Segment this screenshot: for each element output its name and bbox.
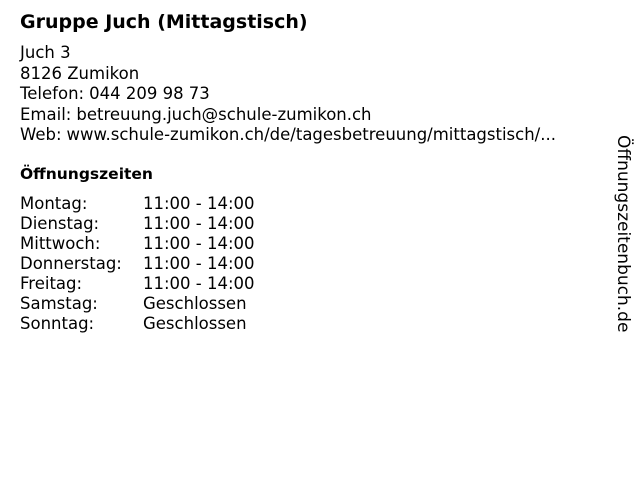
day-label: Mittwoch:	[20, 234, 101, 253]
street-address: Juch 3	[20, 43, 71, 62]
day-label: Samstag:	[20, 294, 98, 313]
day-hours: 11:00 - 14:00	[143, 234, 255, 253]
email-label: Email:	[20, 104, 72, 124]
phone-label: Telefon:	[20, 84, 85, 103]
day-label: Montag:	[20, 194, 88, 213]
city-address: 8126 Zumikon	[20, 63, 140, 83]
contact-block	[20, 43, 556, 146]
opening-hours-table	[20, 194, 255, 334]
web-label: Web:	[20, 125, 62, 144]
day-label: Freitag:	[20, 274, 83, 293]
phone-number[interactable]: 044 209 98 73	[89, 84, 210, 103]
day-hours: Geschlossen	[143, 314, 247, 333]
opening-hours-heading: Öffnungszeiten	[20, 165, 153, 183]
day-label: Dienstag:	[20, 214, 100, 233]
brand-watermark: Öffnungszeitenbuch.de	[613, 135, 633, 333]
email-line	[20, 105, 556, 126]
hours-row-wednesday	[20, 234, 255, 254]
phone-line	[20, 84, 556, 105]
day-hours: 11:00 - 14:00	[143, 214, 255, 233]
web-link[interactable]: www.schule-zumikon.ch/de/tagesbetreuung/mittagstisch/...	[66, 125, 556, 144]
day-label: Sonntag:	[20, 314, 95, 333]
day-hours: 11:00 - 14:00	[143, 194, 255, 213]
email-link[interactable]: betreuung.juch@schule-zumikon.ch	[76, 104, 372, 124]
day-hours: 11:00 - 14:00	[143, 274, 255, 293]
hours-row-tuesday	[20, 214, 255, 234]
day-label: Donnerstag:	[20, 254, 122, 273]
business-title: Gruppe Juch (Mittagstisch)	[20, 11, 308, 33]
hours-row-monday	[20, 194, 255, 214]
day-hours: 11:00 - 14:00	[143, 254, 255, 273]
web-line	[20, 125, 556, 146]
day-hours: Geschlossen	[143, 294, 247, 313]
hours-row-friday	[20, 274, 255, 294]
hours-row-saturday	[20, 294, 255, 314]
hours-row-thursday	[20, 254, 255, 274]
hours-row-sunday	[20, 314, 255, 334]
